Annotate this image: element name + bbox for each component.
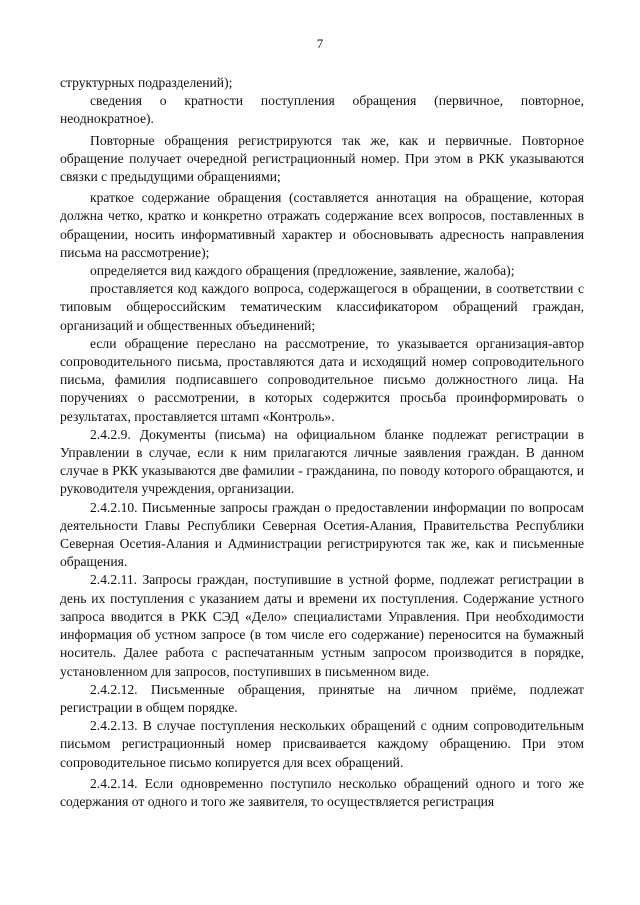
paragraph-1: структурных подразделений);	[60, 75, 233, 90]
paragraph-10: 2.4.2.11. Запросы граждан, поступившие в устной форме, подлежат регистрации в день их поступления с указанием даты и времени их поступления. Содержание устного запроса вводится в РКК СЭД «Дело» специалистами Управления. При необходимости информация об устном запросе (в том числе его содержание) переносится на бумажный носитель. Далее работа с распечатанным устным запросом производится в порядке, установленном для запросов, поступивших в письменном виде.	[60, 572, 584, 679]
paragraph-13: 2.4.2.14. Если одновременно поступило несколько обращений одного и того же содержания от одного и того же заявителя, то осуществляется регистрация	[60, 775, 584, 809]
document-body	[60, 74, 584, 811]
paragraph-8: 2.4.2.9. Документы (письма) на официальном бланке подлежат регистрации в Управлении в случае, если к ним прилагаются личные заявления граждан. В данном случае в РКК указываются две фамилии - гражданина, по поводу которого обращаются, и руководителя учреждения, организации.	[60, 426, 584, 497]
paragraph-5: определяется вид каждого обращения (предложение, заявление, жалоба);	[90, 263, 515, 279]
page-number: 7	[316, 36, 324, 51]
paragraph-6: проставляется код каждого вопроса, содержащегося в обращении, в соответствии с типовым общероссийским тематическим классификатором обращений граждан, организаций и общественных объединений;	[60, 281, 584, 333]
paragraph-9: 2.4.2.10. Письменные запросы граждан о предоставлении информации по вопросам деятельности Главы Республики Северная Осетия-Алания, Правительства Республики Северная Осетия-Алания и Администрации регистрируются так же, как и письменные обращения.	[60, 499, 584, 570]
paragraph-12: 2.4.2.13. В случае поступления нескольких обращений с одним сопроводительным письмом регистрационный номер присваивается каждому обращению. При этом сопроводительное письмо копируется для всех обращений.	[60, 718, 584, 770]
paragraph-4: краткое содержание обращения (составляется аннотация на обращение, которая должна четко, кратко и конкретно отражать содержание всех вопросов, поставленных в обращении, носить информативный характер и обосновывать адресность направления письма на рассмотрение);	[60, 190, 584, 260]
paragraph-7: если обращение переслано на рассмотрение, то указывается организация-автор сопроводительного письма, проставляются дата и исходящий номер сопроводительного письма, фамилия подписавшего сопроводительное письмо должностного лица. На поручениях о рассмотрении, в которых содержится просьба проинформировать о результатах, проставляется штамп «Контроль».	[60, 335, 584, 424]
paragraph-11: 2.4.2.12. Письменные обращения, принятые на личном приёме, подлежат регистрации в общем порядке.	[60, 681, 584, 715]
paragraph-3: Повторные обращения регистрируются так же, как и первичные. Повторное обращение получает очередной регистрационный номер. При этом в РКК указываются связки с предыдущими обращениями;	[60, 132, 584, 185]
paragraph-2: сведения о кратности поступления обращения (первичное, повторное, неоднократное).	[60, 93, 584, 127]
